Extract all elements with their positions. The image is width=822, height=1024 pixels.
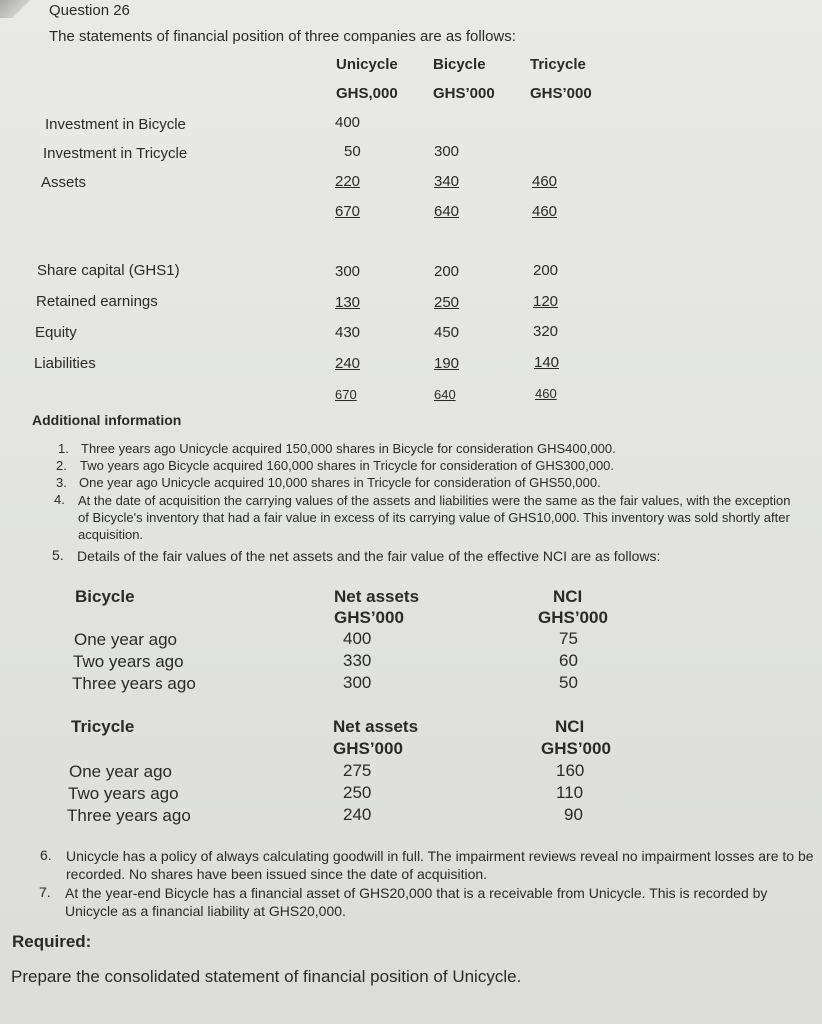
tricycle-col-net-assets-unit: GHS’000	[333, 739, 403, 758]
fv-nci: 75	[559, 629, 578, 648]
fv-row-label: Two years ago	[73, 652, 184, 671]
row-label-share-capital: Share capital (GHS1)	[37, 262, 180, 279]
bicycle-col-nci: NCI	[553, 587, 583, 606]
note-number: 5.	[52, 547, 64, 563]
row-label-liabilities: Liabilities	[34, 355, 96, 372]
cell-unicycle: 130	[335, 294, 361, 311]
note-number: 3.	[56, 475, 67, 490]
cell-tricycle: 320	[533, 323, 559, 340]
cell-bicycle: 640	[434, 203, 460, 220]
col-header-bicycle: Bicycle	[433, 56, 486, 73]
row-label-investment-bicycle: Investment in Bicycle	[45, 116, 186, 133]
fv-nci: 60	[559, 651, 578, 670]
cell-unicycle: 670	[335, 203, 361, 220]
note-text: Three years ago Unicycle acquired 150,000 shares in Bicycle for consideration GHS400,000.	[81, 441, 616, 456]
col-unit-bicycle: GHS’000	[433, 85, 495, 102]
cell-bicycle: 200	[434, 263, 460, 280]
note-text: At the year-end Bicycle has a financial asset of GHS20,000 that is a receivable from Unicycle. This is recorded by Unicycle as a financial liability at GHS20,000.	[65, 885, 768, 919]
row-label-equity: Equity	[35, 324, 77, 341]
fv-net-assets: 250	[343, 783, 372, 802]
question-title: Question 26	[49, 2, 130, 19]
note-text: Two years ago Bicycle acquired 160,000 shares in Tricycle for consideration of GHS300,000.	[80, 458, 615, 473]
note-number: 7.	[39, 884, 51, 900]
bicycle-col-nci-unit: GHS’000	[538, 608, 608, 627]
note-text: At the date of acquisition the carrying values of the assets and liabilities were the same as the fair values, with the exception of Bicycle's inventory that had a fair value in excess of its carrying value of GHS10,000. This inventory was sold shortly after acquisition.	[78, 493, 791, 542]
bicycle-table-title: Bicycle	[75, 587, 135, 606]
additional-info-heading: Additional information	[32, 412, 182, 428]
col-unit-unicycle: GHS,000	[336, 85, 398, 102]
note-number: 6.	[40, 847, 52, 863]
bicycle-col-net-assets-unit: GHS’000	[334, 608, 404, 627]
fv-nci: 160	[556, 761, 585, 780]
col-unit-tricycle: GHS’000	[530, 85, 592, 102]
tricycle-col-net-assets: Net assets	[333, 717, 419, 736]
cell-unicycle: 300	[335, 263, 361, 280]
fv-row-label: Three years ago	[67, 806, 191, 825]
bicycle-col-net-assets: Net assets	[334, 587, 420, 606]
fv-row-label: One year ago	[74, 630, 178, 649]
note-text: One year ago Unicycle acquired 10,000 shares in Tricycle for consideration of GHS50,000.	[79, 475, 601, 490]
cell-bicycle: 300	[434, 143, 460, 160]
cell-unicycle: 240	[335, 355, 361, 372]
row-label-retained-earnings: Retained earnings	[36, 293, 158, 310]
fv-net-assets: 330	[343, 651, 372, 670]
fv-nci: 110	[556, 783, 584, 802]
fv-net-assets: 300	[343, 673, 372, 692]
fv-nci: 90	[564, 805, 583, 824]
tricycle-table-title: Tricycle	[71, 717, 135, 736]
row-label-investment-tricycle: Investment in Tricycle	[43, 145, 188, 162]
cell-unicycle: 430	[335, 324, 361, 341]
cell-tricycle: 200	[533, 262, 559, 279]
cell-bicycle: 190	[434, 355, 460, 372]
tricycle-col-nci: NCI	[555, 717, 585, 736]
cell-bicycle: 250	[434, 294, 460, 311]
cell-bicycle: 450	[434, 324, 460, 341]
note-number: 4.	[54, 492, 65, 507]
cell-tricycle: 460	[532, 173, 558, 190]
fv-row-label: One year ago	[69, 762, 173, 781]
row-label-assets: Assets	[41, 174, 87, 191]
fv-net-assets: 240	[343, 805, 372, 824]
intro-text: The statements of financial position of three companies are as follows:	[49, 28, 516, 45]
note-number: 2.	[56, 458, 67, 473]
note-text: Details of the fair values of the net assets and the fair value of the effective NCI are as follows:	[77, 548, 661, 564]
page-corner-fold	[0, 0, 32, 18]
fv-nci: 50	[559, 673, 578, 692]
col-header-unicycle: Unicycle	[336, 56, 398, 73]
col-header-tricycle: Tricycle	[530, 56, 586, 73]
cell-unicycle: 670	[335, 387, 357, 402]
cell-bicycle: 340	[434, 173, 460, 190]
required-text: Prepare the consolidated statement of financial position of Unicycle.	[11, 967, 522, 986]
tricycle-col-nci-unit: GHS’000	[541, 739, 611, 758]
cell-tricycle: 120	[533, 293, 559, 310]
cell-unicycle: 400	[335, 114, 361, 131]
cell-unicycle: 220	[335, 173, 361, 190]
required-heading: Required:	[12, 932, 92, 951]
cell-tricycle: 460	[532, 203, 558, 220]
fv-net-assets: 400	[343, 629, 372, 648]
cell-tricycle: 140	[534, 354, 560, 371]
fv-row-label: Three years ago	[72, 674, 196, 693]
note-number: 1.	[58, 441, 69, 456]
fv-row-label: Two years ago	[68, 784, 179, 803]
note-text: Unicycle has a policy of always calculating goodwill in full. The impairment reviews reveal no impairment losses are to be recorded. No shares have been issued since the date of acquisition.	[66, 848, 814, 882]
cell-tricycle: 460	[535, 386, 557, 401]
cell-bicycle: 640	[434, 387, 456, 402]
cell-unicycle: 50	[344, 143, 361, 160]
fv-net-assets: 275	[343, 761, 372, 780]
